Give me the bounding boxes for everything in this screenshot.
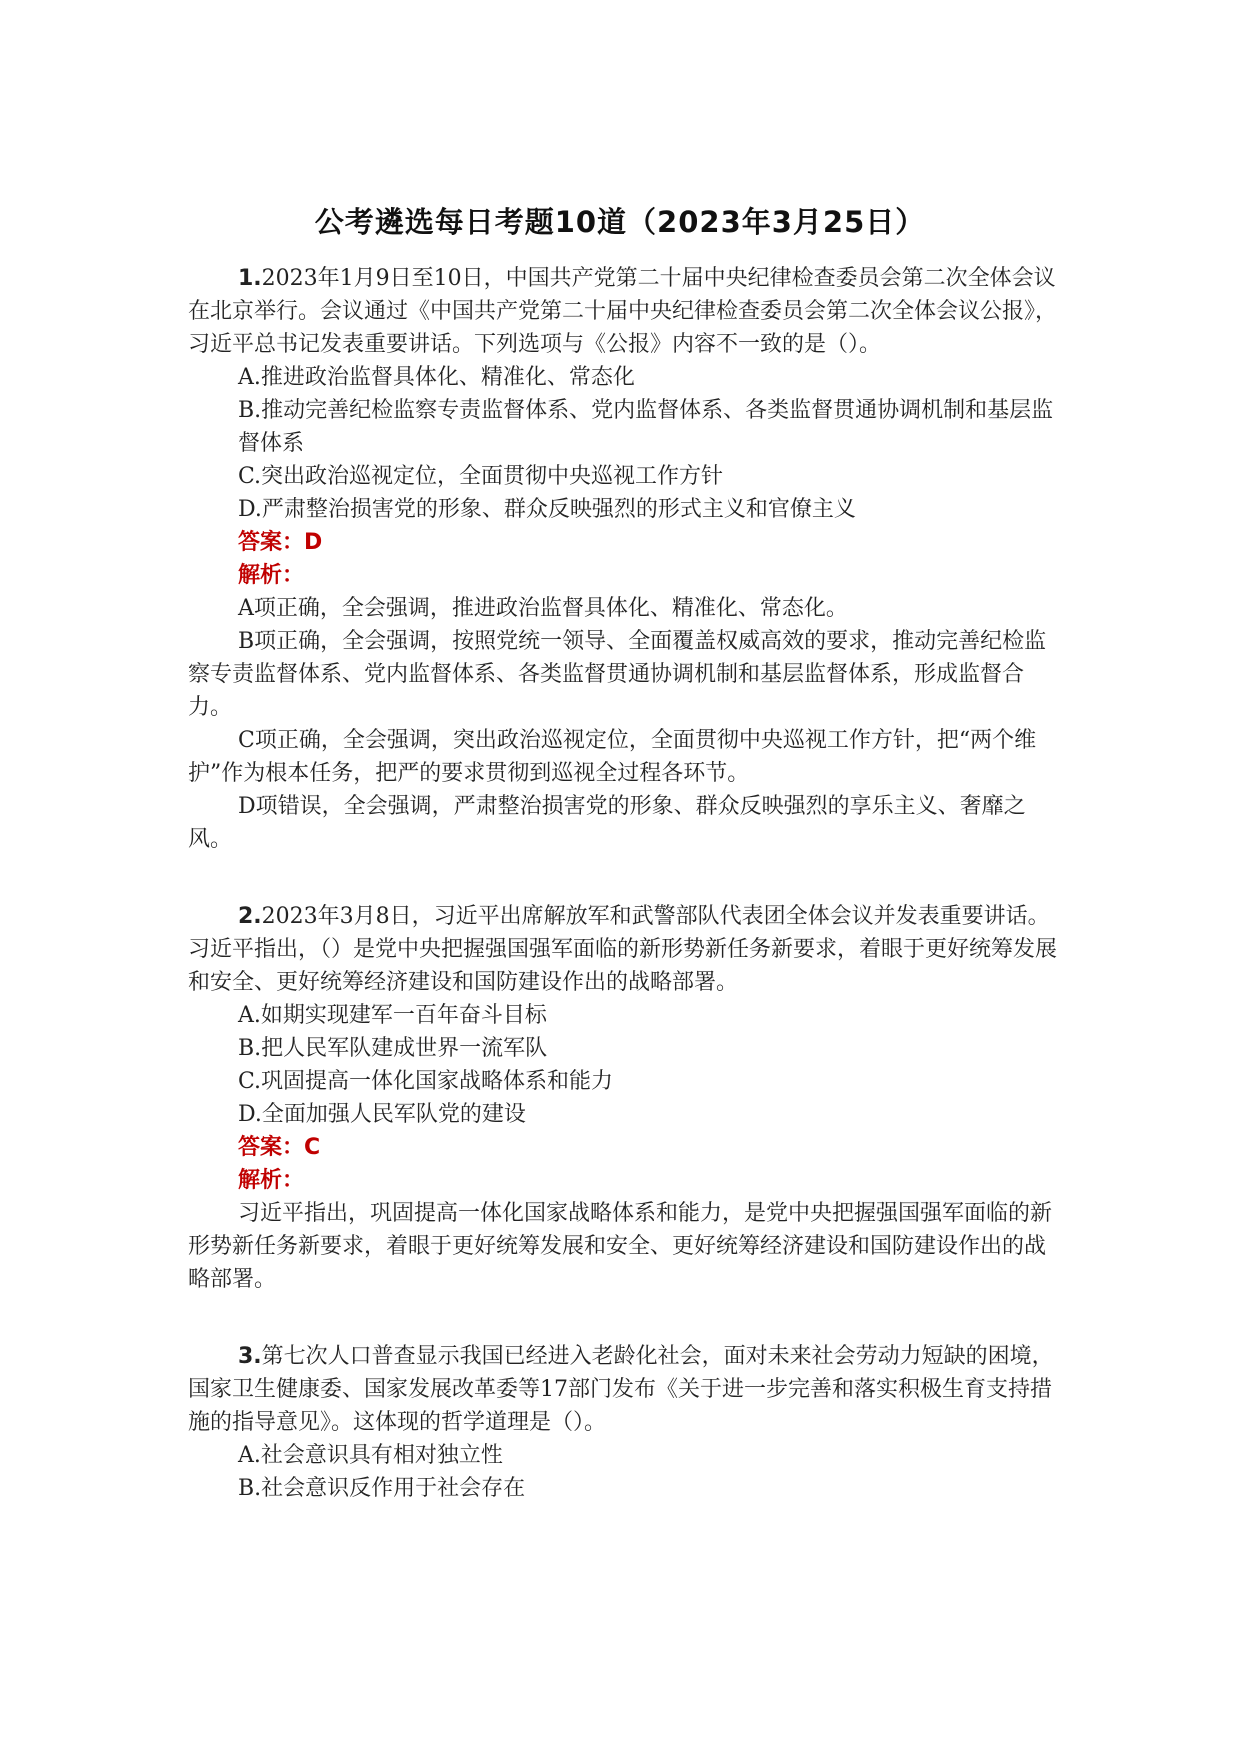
question-number: 1. <box>238 266 262 291</box>
question-3 <box>188 1340 1060 1505</box>
option-b: B.社会意识反作用于社会存在 <box>238 1476 526 1501</box>
analysis-paragraph: B项正确，全会强调，按照党统一领导、全面覆盖权威高效的要求，推动完善纪检监察专责监督体系、党内监督体系、各类监督贯通协调机制和基层监督体系，形成监督合力。 <box>188 629 1047 720</box>
question-stem <box>188 1340 1060 1439</box>
analysis-label: 解析： <box>238 1168 305 1193</box>
option-c: C.突出政治巡视定位，全面贯彻中央巡视工作方针 <box>238 464 724 489</box>
question-text: 2023年3月8日，习近平出席解放军和武警部队代表团全体会议并发表重要讲话。习近平指出，（）是党中央把握强国强军面临的新形势新任务新要求，着眼于更好统筹发展和安全、更好统筹经济建设和国防建设作出的战略部署。 <box>188 904 1058 995</box>
analysis-paragraph: 习近平指出，巩固提高一体化国家战略体系和能力，是党中央把握强国强军面临的新形势新任务新要求，着眼于更好统筹发展和安全、更好统筹经济建设和国防建设作出的战略部署。 <box>188 1201 1053 1292</box>
analysis-paragraph: A项正确，全会强调，推进政治监督具体化、精准化、常态化。 <box>238 596 848 621</box>
question-number: 3. <box>238 1344 262 1369</box>
option-a: A.如期实现建军一百年奋斗目标 <box>238 1003 547 1028</box>
option-a: A.社会意识具有相对独立性 <box>238 1443 503 1468</box>
page-title: 公考遴选每日考题10道（2023年3月25日） <box>314 205 926 239</box>
analysis-paragraph: C项正确，全会强调，突出政治巡视定位，全面贯彻中央巡视工作方针，把“两个维护”作为根本任务，把严的要求贯彻到巡视全过程各环节。 <box>188 728 1037 786</box>
answer: 答案：C <box>238 1135 321 1160</box>
option-d: D.严肃整治损害党的形象、群众反映强烈的形式主义和官僚主义 <box>238 497 856 522</box>
analysis-paragraph: D项错误，全会强调，严肃整治损害党的形象、群众反映强烈的享乐主义、奢靡之风。 <box>188 794 1026 852</box>
question-text: 第七次人口普查显示我国已经进入老龄化社会，面对未来社会劳动力短缺的困境，国家卫生健康委、国家发展改革委等17部门发布《关于进一步完善和落实积极生育支持措施的指导意见》。这体现的哲学道理是（）。 <box>188 1344 1054 1435</box>
question-1 <box>188 262 1060 856</box>
analysis-label: 解析： <box>238 563 305 588</box>
question-text: 2023年1月9日至10日，中国共产党第二十届中央纪律检查委员会第二次全体会议在北京举行。会议通过《中国共产党第二十届中央纪律检查委员会第二次全体会议公报》，习近平总书记发表重要讲话。下列选项与《公报》内容不一致的是（）。 <box>188 266 1058 357</box>
option-d: D.全面加强人民军队党的建设 <box>238 1102 526 1127</box>
answer: 答案：D <box>238 530 323 555</box>
question-stem <box>188 262 1060 361</box>
question-2 <box>188 900 1060 1296</box>
question-stem <box>188 900 1060 999</box>
option-b: B.把人民军队建成世界一流军队 <box>238 1036 548 1061</box>
option-b: B.推动完善纪检监察专责监督体系、党内监督体系、各类监督贯通协调机制和基层监督体系 <box>238 398 1054 456</box>
option-c: C.巩固提高一体化国家战略体系和能力 <box>238 1069 614 1094</box>
option-a: A.推进政治监督具体化、精准化、常态化 <box>238 365 635 390</box>
question-number: 2. <box>238 904 262 929</box>
question-list <box>188 262 1060 1505</box>
